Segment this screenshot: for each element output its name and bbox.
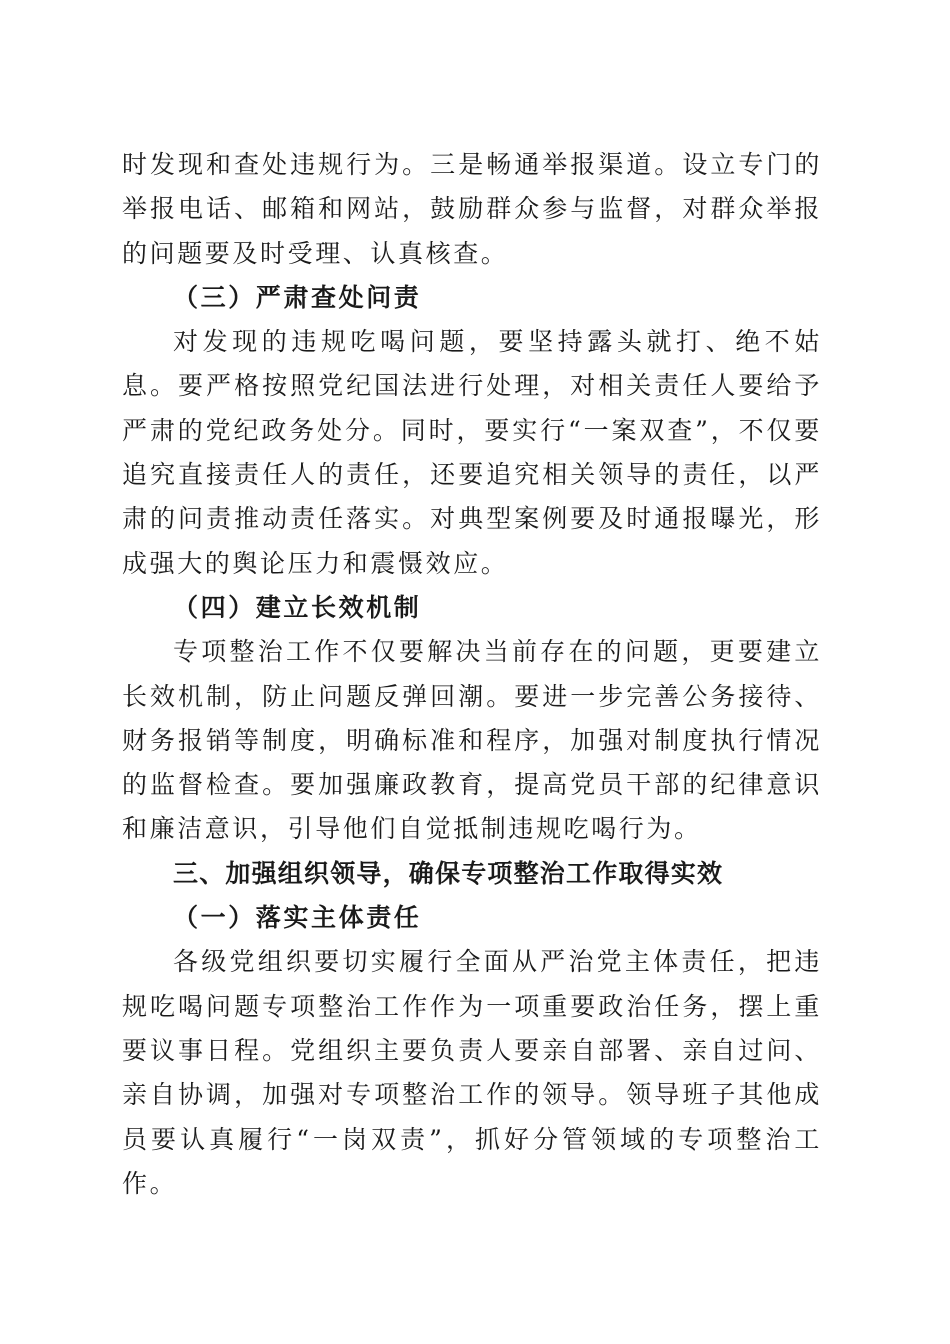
continuation-paragraph: 时发现和查处违规行为。三是畅通举报渠道。设立专门的举报电话、邮箱和网站，鼓励群众参与监督，对群众举报的问题要及时受理、认真核查。 [122, 150, 822, 268]
section-3-subsection-heading-1: （一）落实主体责任 [173, 903, 422, 933]
document-page [122, 143, 822, 1206]
section-3-subsection-body-1: 各级党组织要切实履行全面从严治党主体责任，把违规吃喝问题专项整治工作作为一项重要政治任务，摆上重要议事日程。党组织主要负责人要亲自部署、亲自过问、亲自协调，加强对专项整治工作的领导。领导班子其他成员要认真履行“一岗双责”，抓好分管领域的专项整治工作。 [122, 947, 822, 1198]
subsection-heading-4: （四）建立长效机制 [173, 592, 422, 622]
subsection-body-4: 专项整治工作不仅要解决当前存在的问题，更要建立长效机制，防止问题反弹回潮。要进一步完善公务接待、财务报销等制度，明确标准和程序，加强对制度执行情况的监督检查。要加强廉政教育，提高党员干部的纪律意识和廉洁意识，引导他们自觉抵制违规吃喝行为。 [122, 637, 822, 844]
subsection-heading-3: （三）严肃查处问责 [173, 282, 422, 312]
section-heading-3: 三、加强组织领导，确保专项整治工作取得实效 [173, 858, 724, 888]
subsection-body-3: 对发现的违规吃喝问题，要坚持露头就打、绝不姑息。要严格按照党纪国法进行处理，对相关责任人要给予严肃的党纪政务处分。同时，要实行“一案双查”，不仅要追究直接责任人的责任，还要追究相关领导的责任，以严肃的问责推动责任落实。对典型案例要及时通报曝光，形成强大的舆论压力和震慑效应。 [122, 327, 822, 578]
